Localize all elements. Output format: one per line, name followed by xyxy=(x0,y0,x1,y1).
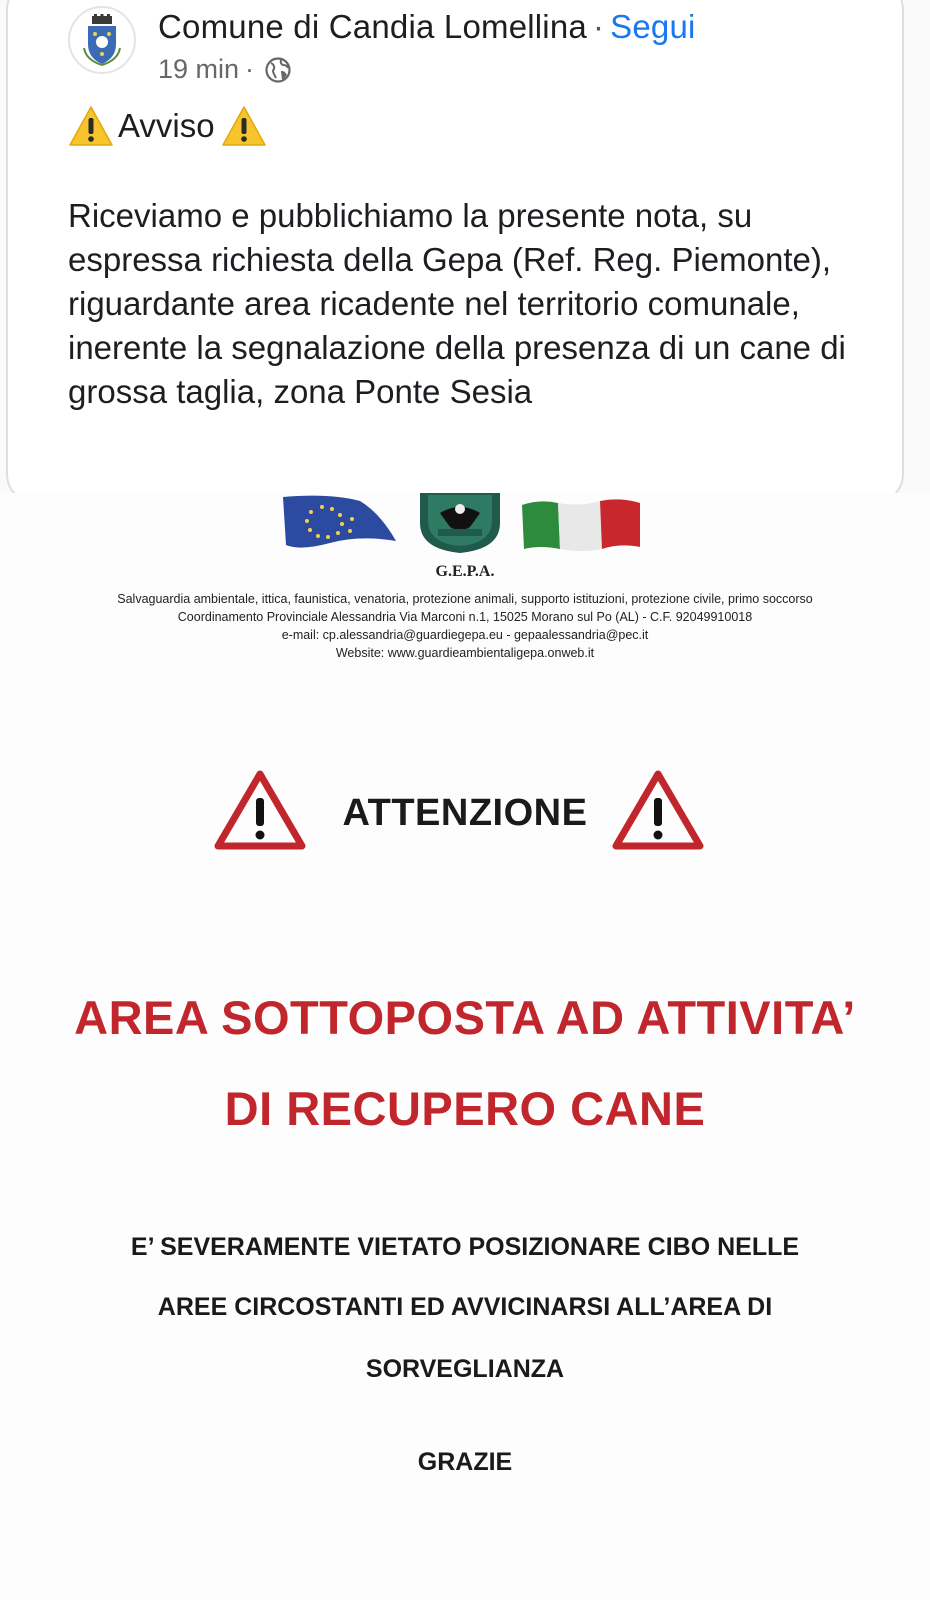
header-separator: · xyxy=(592,8,605,45)
post-meta xyxy=(158,54,292,85)
warning-triangle-icon xyxy=(610,768,706,854)
warning-emoji-icon xyxy=(221,104,267,148)
post-header xyxy=(158,8,696,46)
org-email: e-mail: cp.alessandria@guardiegepa.eu - gepaalessandria@pec.it xyxy=(281,628,649,642)
meta-separator: · xyxy=(245,54,255,84)
thanks-text: GRAZIE xyxy=(417,1448,513,1476)
coat-of-arms-icon xyxy=(80,14,124,66)
headline-line-1: AREA SOTTOPOSTA AD ATTIVITA’ xyxy=(74,991,856,1044)
flyer-logos xyxy=(0,493,930,563)
eu-flag-logo xyxy=(283,496,396,548)
post-timestamp[interactable]: 19 min xyxy=(158,54,240,84)
page-avatar[interactable] xyxy=(68,6,136,74)
post-body-text: Riceviamo e pubblichiamo la presente nota, su espressa richiesta della Gepa (Ref. Reg. Piemonte), riguardante area ricadente nel territorio comunale, inerente la segnalazione della presenza di un cane di grossa taglia, zona Ponte Sesia xyxy=(68,197,846,410)
post-image-flyer[interactable] xyxy=(0,493,930,1600)
globe-icon[interactable] xyxy=(264,56,292,84)
warning-emoji-icon xyxy=(68,104,114,148)
attention-row xyxy=(0,768,930,858)
org-address: Coordinamento Provinciale Alessandria Via Marconi n.1, 15025 Morano sul Po (AL) - C.F. 92049910018 xyxy=(177,610,753,624)
headline-line-2: DI RECUPERO CANE xyxy=(224,1082,706,1135)
notice-line-2: AREE CIRCOSTANTI ED AVVICINARSI ALL’AREA DI xyxy=(157,1293,773,1321)
org-description: Salvaguardia ambientale, ittica, faunistica, venatoria, protezione animali, supporto istituzioni, protezione civile, primo soccorso xyxy=(117,592,813,606)
post-card xyxy=(6,0,904,504)
notice-line-3: SORVEGLIANZA xyxy=(365,1355,565,1383)
gepa-emblem-logo xyxy=(420,493,500,553)
attention-heading: ATTENZIONE xyxy=(342,792,588,834)
post-title-text: Avviso xyxy=(118,107,215,144)
notice-line-1: E’ SEVERAMENTE VIETATO POSIZIONARE CIBO NELLE xyxy=(130,1233,800,1261)
gepa-caption: G.E.P.A. xyxy=(435,563,495,580)
org-website: Website: www.guardieambientaligepa.onweb.it xyxy=(335,646,595,660)
follow-button[interactable]: Segui xyxy=(610,8,696,45)
italian-flag-logo xyxy=(522,499,640,551)
post-title xyxy=(68,104,267,148)
page-name-link[interactable]: Comune di Candia Lomellina xyxy=(158,8,587,45)
